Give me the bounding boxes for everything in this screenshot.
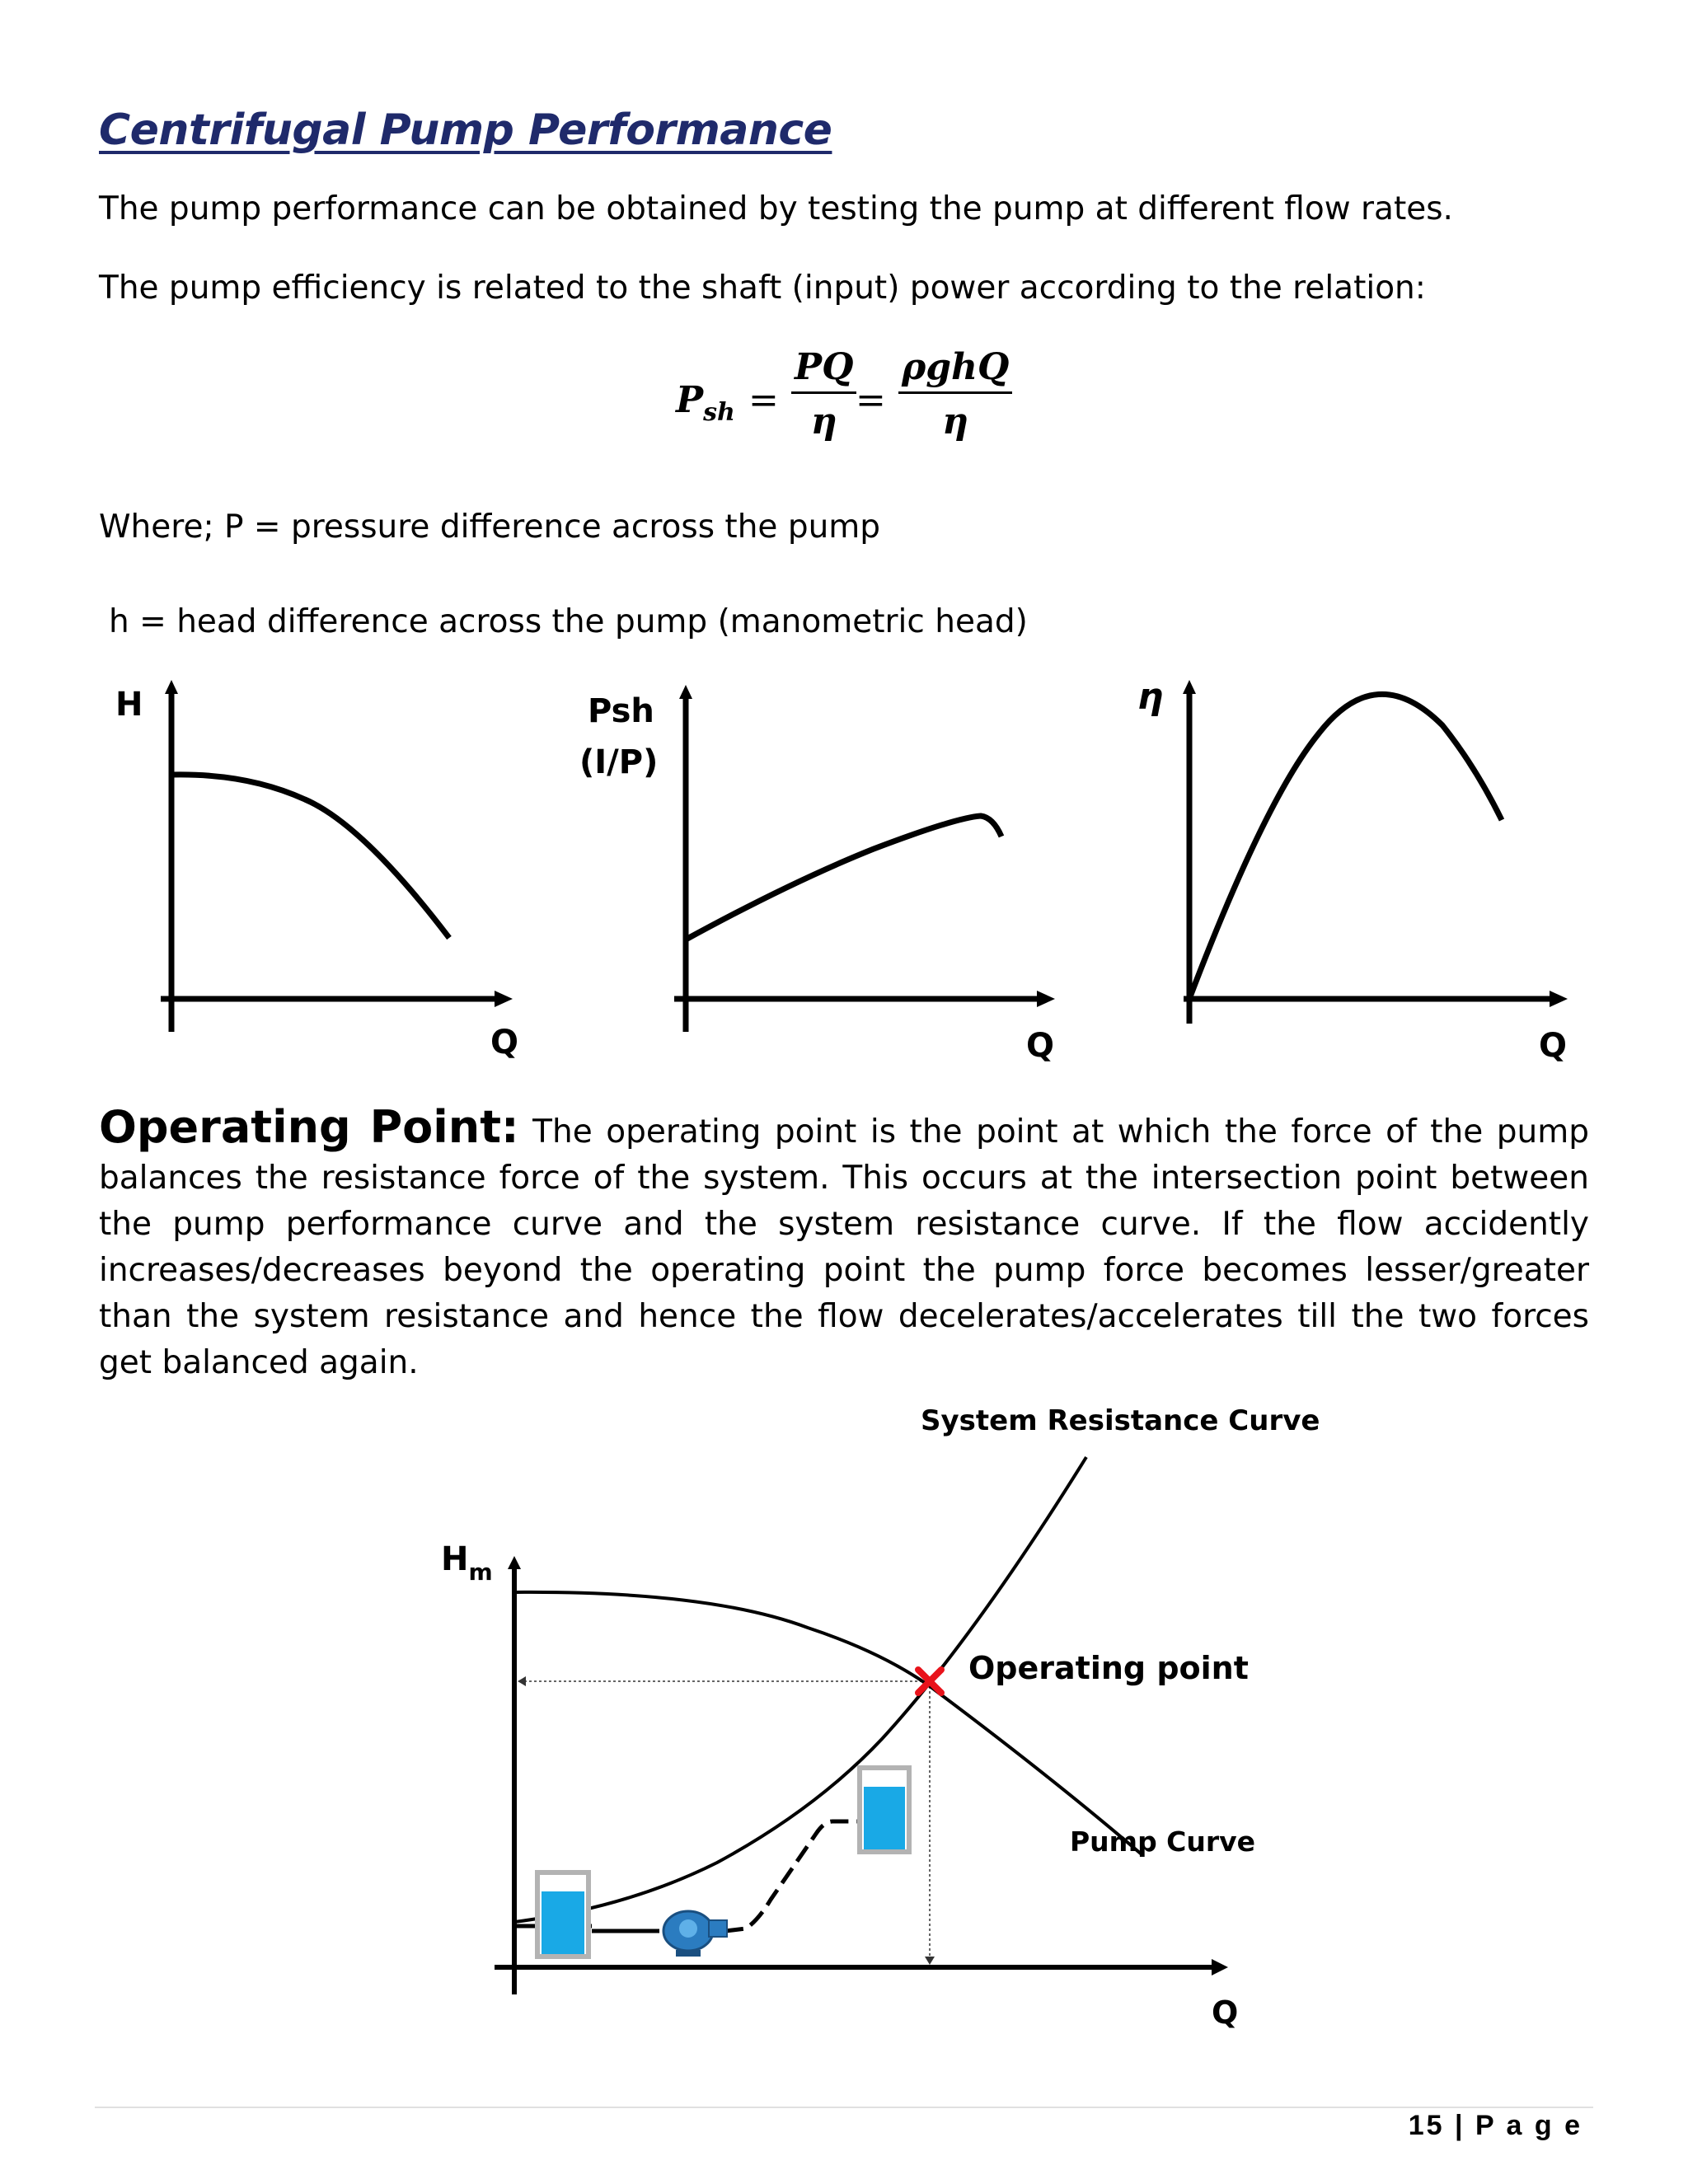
lower-tank-water (542, 1891, 584, 1954)
upper-tank (860, 1768, 909, 1852)
page-footer (1401, 2110, 1582, 2142)
eff-curve-line (1189, 694, 1502, 999)
pump-motor (709, 1920, 727, 1937)
power-x-label: Q (1026, 1027, 1055, 1065)
where-definition: Where; P = pressure difference across the pump (99, 509, 881, 546)
eff-y-label: η (1137, 676, 1164, 718)
equation-lhs: $P_{sh}$ (676, 379, 735, 427)
head-curve-chart (115, 680, 518, 1062)
operating-head-guide-arrow (518, 1676, 526, 1686)
equals-sign: = (748, 379, 779, 421)
lower-tank (537, 1872, 588, 1957)
equation-fraction-1: PQ η (791, 346, 856, 443)
shaft-power-equation (676, 346, 1022, 470)
power-curve-line (686, 816, 1001, 940)
intro-paragraph: The pump performance can be obtained by testing the pump at different flow rates. (99, 190, 1453, 227)
performance-curves (0, 676, 1688, 1071)
discharge-pipe (725, 1821, 857, 1931)
operating-point-diagram (0, 1393, 1688, 2044)
operating-flow-guide-arrow (925, 1957, 935, 1965)
head-definition: h = head difference across the pump (manometric head) (109, 603, 1028, 640)
system-resistance-label: System Resistance Curve (921, 1404, 1320, 1437)
power-y-arrow (679, 685, 692, 699)
head-y-label: H (115, 686, 143, 724)
page-title: Centrifugal Pump Performance (99, 105, 832, 155)
pump-impeller (679, 1919, 697, 1938)
power-x-arrow (1037, 991, 1055, 1007)
footer-separator: | (1455, 2110, 1465, 2141)
op-y-arrow (508, 1556, 521, 1569)
op-y-label: $H_m$ (441, 1540, 493, 1586)
power-y-label: Psh (588, 692, 654, 730)
power-y-label-2: (I/P) (579, 743, 659, 781)
eff-x-label: Q (1539, 1027, 1568, 1065)
power-curve-chart (579, 685, 1055, 1065)
head-x-label: Q (490, 1024, 519, 1062)
pump-curve-label: Pump Curve (1070, 1825, 1256, 1858)
operating-point-label: Operating point (968, 1650, 1249, 1686)
head-curve-line (171, 775, 449, 938)
eff-y-arrow (1183, 680, 1196, 694)
efficiency-curve-chart (1137, 676, 1568, 1065)
head-y-arrow (165, 680, 178, 694)
footer-divider (95, 2107, 1593, 2108)
system-resistance-curve (514, 1457, 1086, 1922)
operating-point-text: The operating point is the point at which the force of the pump balances the resistance force of the system. This occurs at the intersection point between the pump performance curve and the system resistance curve. If the flow accidently increases/decreases beyond the operating point the pump force becomes lesser/greater than the system resistance and hence the flow decelerates/accelerates till the two forces get balanced again. (99, 1113, 1589, 1381)
equation-fraction-2: ρghQ η (898, 346, 1012, 443)
equals-sign-2: = (856, 379, 886, 421)
op-x-label: Q (1212, 1994, 1239, 2031)
page-number: 15 (1408, 2110, 1445, 2141)
operating-point-heading: Operating Point: (99, 1101, 519, 1153)
upper-tank-water (864, 1787, 905, 1849)
pump-curve (514, 1592, 1142, 1854)
pump-icon (663, 1911, 727, 1957)
operating-point-paragraph (99, 1101, 1589, 1386)
page-word: P a g e (1475, 2110, 1582, 2141)
efficiency-paragraph: The pump efficiency is related to the shaft (input) power according to the relation: (99, 269, 1426, 307)
eff-x-arrow (1550, 991, 1568, 1007)
pump-base (676, 1950, 701, 1957)
op-x-arrow (1212, 1959, 1228, 1975)
head-x-arrow (495, 991, 513, 1007)
